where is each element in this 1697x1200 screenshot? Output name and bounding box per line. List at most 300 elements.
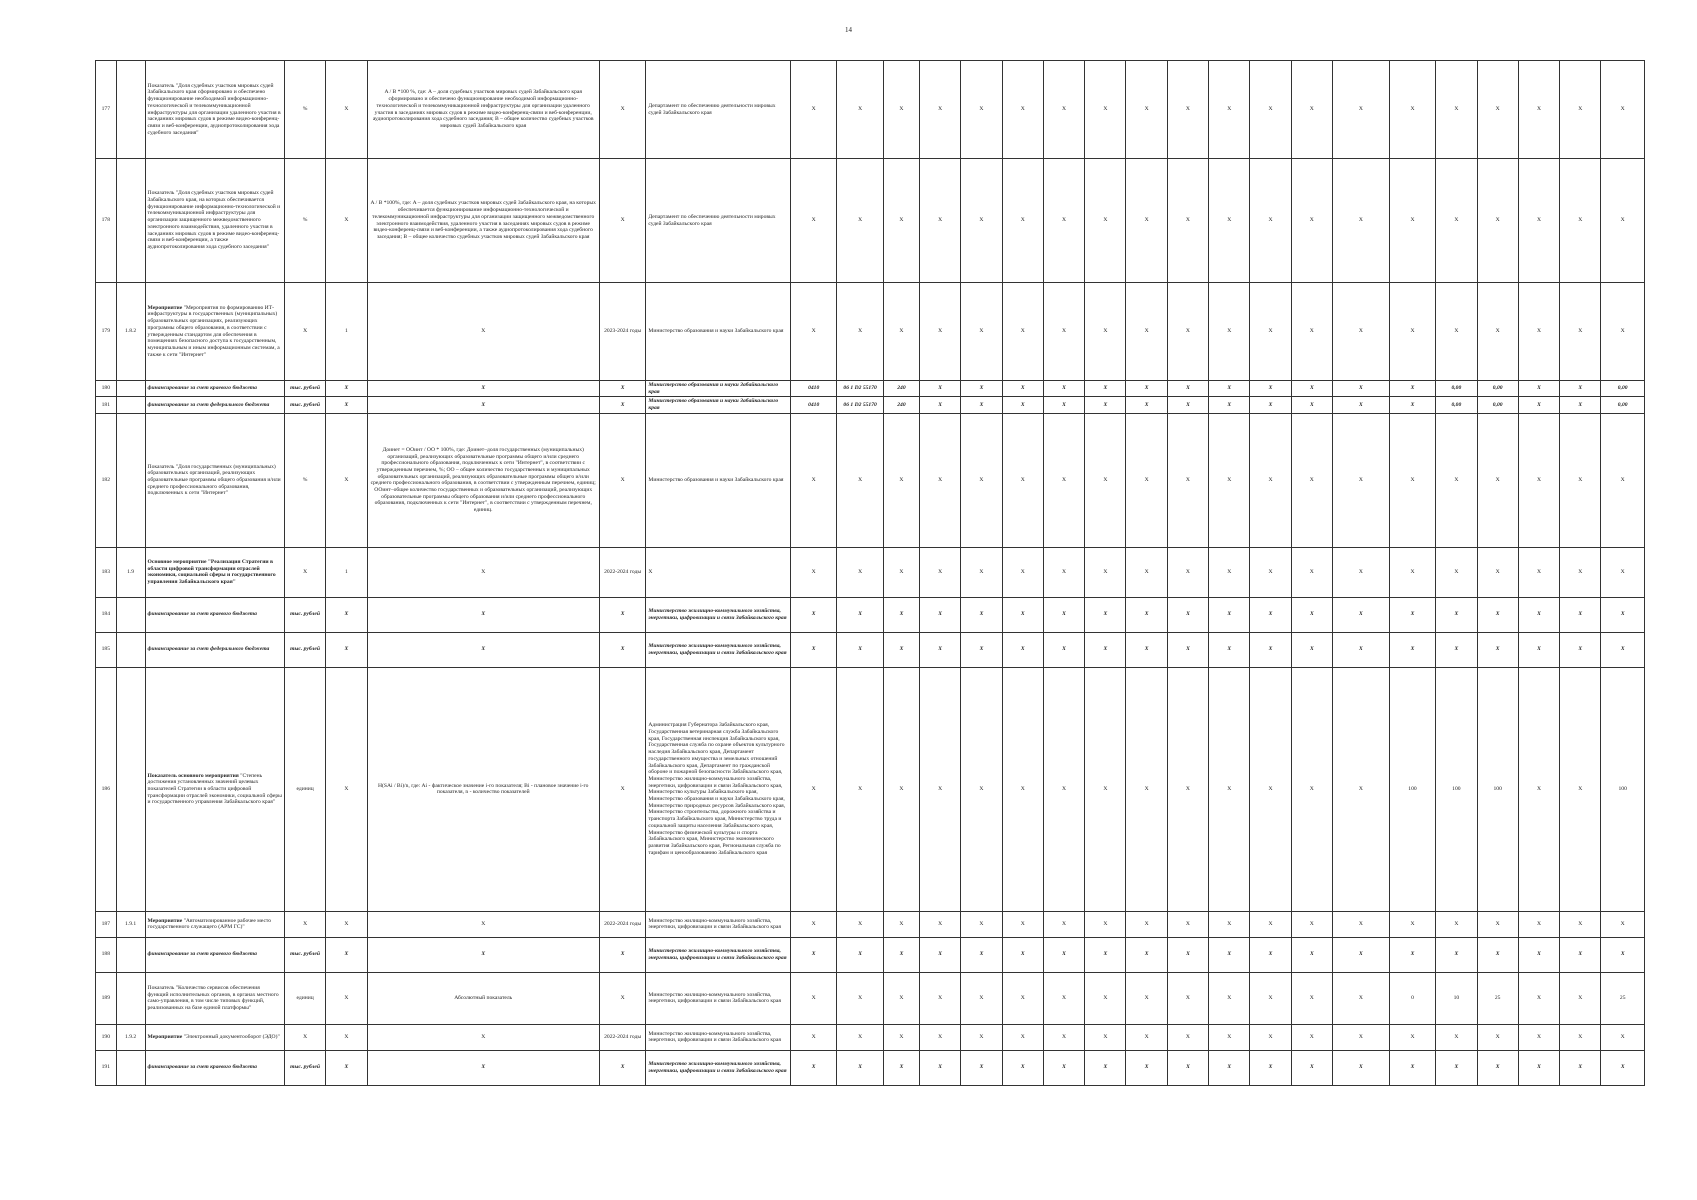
value-cell: X [1002, 547, 1043, 597]
table-row [96, 597, 1645, 632]
value-cell: 0410 [790, 397, 836, 413]
value-cell: X [1126, 413, 1167, 547]
value-cell: X [1518, 413, 1559, 547]
value-cell: X [1332, 159, 1389, 283]
item-code-cell: 1.9.1 [116, 911, 145, 937]
value-cell: X [1043, 159, 1084, 283]
value-cell: X [961, 972, 1002, 1024]
value-cell: X [1601, 1024, 1645, 1050]
unit-cell: тыс. рублей [284, 632, 325, 667]
formula-cell: Доинет = ООинт / ОО * 100%, где: Доинет–доля государственных (муниципальных) организаций, реализующих образовательные программы общего и/или среднего профессионального образования, подключенных к сети "Интернет", в соответствии с утвержденным перечнем, %; ОО – общее количество государственных и муниципальных образовательных организаций, реализующих образовательные программы общего и/или среднего профессионального образования, в соответствии с утвержденным перечнем, единиц; ООинт–общее количество государственных и образовательных организаций, реализующих образовательные программы общего образования и/или среднего профессионального образования, подключенных к сети "Интернет", в соответствии с утвержденным перечнем, единиц. [367, 413, 599, 547]
item-kind-label: Мероприятие [147, 917, 183, 924]
row-number-cell: 188 [96, 937, 117, 972]
table-row [96, 381, 1645, 397]
value-cell: X [1518, 397, 1559, 413]
description-cell [145, 597, 284, 632]
value-cell: X [1167, 547, 1208, 597]
value-cell: X [790, 413, 836, 547]
value-cell: X [1085, 547, 1126, 597]
value-cell: X [1002, 1050, 1043, 1085]
item-code-cell [116, 667, 145, 911]
value-cell: X [1560, 1050, 1601, 1085]
value-cell: 10 [1436, 972, 1477, 1024]
value-cell: X [1518, 381, 1559, 397]
value-cell: X [1043, 632, 1084, 667]
description-text: финансирование за счет федерального бюджета [147, 646, 270, 653]
description-text: Показатель "Доля судебных участков мировых судей Забайкальского края сформировано и обеспечено функционирование необходимой информационно-технологической и телекоммуникационной инфраструктуры для организации удаленного участия в заседаниях мировых судов в режиме видео-конференц-связи и веб-конференции, аудиопротоколирования хода судебного заседания" [147, 82, 281, 136]
value-cell: X [1560, 159, 1601, 283]
value-cell: X [1389, 61, 1435, 159]
value-cell: X [961, 1050, 1002, 1085]
value-cell: 100 [1436, 667, 1477, 911]
unit-cell: X [284, 283, 325, 381]
value-cell: X [1291, 937, 1332, 972]
value-cell: X [1250, 632, 1291, 667]
description-cell [145, 667, 284, 911]
value-cell: X [1518, 61, 1559, 159]
value-cell: X [1085, 597, 1126, 632]
row-number-cell: 177 [96, 61, 117, 159]
value-cell: X [1332, 911, 1389, 937]
value-cell: 0,00 [1436, 397, 1477, 413]
value-cell: X [1601, 911, 1645, 937]
description-text: финансирование за счет краевого бюджета [147, 385, 257, 392]
value-cell: X [1002, 972, 1043, 1024]
table-row [96, 61, 1645, 159]
unit-cell: тыс. рублей [284, 397, 325, 413]
value-cell: X [1167, 397, 1208, 413]
value-cell: X [1518, 911, 1559, 937]
base-value-cell: X [326, 597, 367, 632]
period-cell: X [599, 61, 645, 159]
value-cell: X [1477, 413, 1518, 547]
value-cell: 100 [1389, 667, 1435, 911]
item-kind-label: Показатель основного мероприятия [147, 772, 239, 779]
value-cell: X [883, 61, 919, 159]
value-cell: X [1002, 381, 1043, 397]
value-cell: X [1002, 159, 1043, 283]
period-cell: X [599, 1050, 645, 1085]
value-cell: X [1518, 972, 1559, 1024]
value-cell: X [1126, 283, 1167, 381]
value-cell: X [883, 1024, 919, 1050]
base-value-cell: X [326, 911, 367, 937]
value-cell: X [1209, 632, 1250, 667]
executor-cell: Министерство образования и науки Забайкальского края [646, 283, 791, 381]
value-cell: X [1291, 381, 1332, 397]
unit-cell: % [284, 413, 325, 547]
value-cell: X [1389, 632, 1435, 667]
value-cell: 100 [1477, 667, 1518, 911]
period-cell: X [599, 972, 645, 1024]
table-row [96, 911, 1645, 937]
value-cell: X [790, 632, 836, 667]
value-cell: X [1332, 597, 1389, 632]
value-cell: X [1043, 911, 1084, 937]
value-cell: X [1002, 413, 1043, 547]
value-cell: X [1043, 1050, 1084, 1085]
base-value-cell: X [326, 381, 367, 397]
description-text: финансирование за счет краевого бюджета [147, 611, 257, 618]
value-cell: X [1601, 597, 1645, 632]
value-cell: X [883, 667, 919, 911]
value-cell: X [1250, 937, 1291, 972]
period-cell: 2022-2024 годы [599, 1024, 645, 1050]
table-row [96, 547, 1645, 597]
value-cell: X [1389, 397, 1435, 413]
description-text: Основное мероприятие "Реализация Стратегии в области цифровой трансформации отраслей экономики, социальной сферы и государственного управления Забайкальского края" [147, 558, 276, 586]
value-cell: X [1167, 972, 1208, 1024]
value-cell: X [1002, 667, 1043, 911]
period-cell: 2023-2024 годы [599, 283, 645, 381]
value-cell: X [1167, 632, 1208, 667]
value-cell: X [1601, 61, 1645, 159]
value-cell: X [1332, 1024, 1389, 1050]
executor-cell: Министерство жилищно-коммунального хозяйства, энергетики, цифровизации и связи Забайкальского края [646, 937, 791, 972]
value-cell: X [837, 972, 883, 1024]
item-code-cell [116, 61, 145, 159]
value-cell: X [1518, 1050, 1559, 1085]
value-cell: X [1291, 413, 1332, 547]
formula-cell: X [367, 1024, 599, 1050]
value-cell: X [1250, 381, 1291, 397]
value-cell: X [883, 1050, 919, 1085]
value-cell: X [1209, 61, 1250, 159]
formula-cell: A / B *100%, где: A – доля судебных участков мировых судей Забайкальского края, на которых обеспечивается функционирование информационно-технологической и телекоммуникационной инфраструктуры для организации защищенного межведомственного электронного взаимодействия, удаленного участия в заседаниях мировых судов в режиме видео-конференц-связи и веб-конференции, а также аудиопротоколирования хода судебного заседания; B – общее количество судебных участков мировых судей Забайкальского края [367, 159, 599, 283]
value-cell: X [1043, 597, 1084, 632]
description-cell [145, 632, 284, 667]
value-cell: X [1477, 1050, 1518, 1085]
value-cell: X [920, 397, 961, 413]
value-cell: X [1332, 632, 1389, 667]
value-cell: X [1167, 61, 1208, 159]
value-cell: X [1085, 283, 1126, 381]
item-code-cell [116, 413, 145, 547]
value-cell: X [1167, 159, 1208, 283]
formula-cell: X [367, 632, 599, 667]
value-cell: X [961, 632, 1002, 667]
base-value-cell: X [326, 159, 367, 283]
table-row [96, 1050, 1645, 1085]
value-cell: X [1167, 937, 1208, 972]
value-cell: X [1291, 547, 1332, 597]
value-cell: 06 1 D2 55170 [837, 381, 883, 397]
value-cell: X [1167, 1024, 1208, 1050]
value-cell: X [1389, 283, 1435, 381]
value-cell: X [1518, 632, 1559, 667]
base-value-cell: 1 [326, 283, 367, 381]
value-cell: 0,00 [1436, 381, 1477, 397]
value-cell: X [1477, 283, 1518, 381]
value-cell: X [883, 972, 919, 1024]
value-cell: X [1436, 597, 1477, 632]
value-cell: X [883, 159, 919, 283]
table-row [96, 937, 1645, 972]
value-cell: X [1436, 547, 1477, 597]
value-cell: X [1209, 283, 1250, 381]
value-cell: X [837, 283, 883, 381]
item-code-cell [116, 972, 145, 1024]
value-cell: X [1518, 283, 1559, 381]
value-cell: X [837, 667, 883, 911]
unit-cell: тыс. рублей [284, 381, 325, 397]
value-cell: X [1560, 381, 1601, 397]
value-cell: X [1291, 632, 1332, 667]
value-cell: X [1332, 61, 1389, 159]
row-number-cell: 178 [96, 159, 117, 283]
value-cell: X [1209, 597, 1250, 632]
unit-cell: единиц [284, 667, 325, 911]
value-cell: X [1126, 937, 1167, 972]
value-cell: X [1436, 413, 1477, 547]
value-cell: X [1126, 397, 1167, 413]
formula-cell: Абсолютный показатель [367, 972, 599, 1024]
value-cell: X [1043, 413, 1084, 547]
value-cell: X [837, 61, 883, 159]
description-cell [145, 911, 284, 937]
row-number-cell: 191 [96, 1050, 117, 1085]
row-number-cell: 181 [96, 397, 117, 413]
executor-cell: Министерство образования и науки Забайкальского края [646, 397, 791, 413]
row-number-cell: 187 [96, 911, 117, 937]
value-cell: X [1126, 632, 1167, 667]
base-value-cell: 1 [326, 547, 367, 597]
executor-cell: Министерство образования и науки Забайкальского края [646, 381, 791, 397]
value-cell: X [1043, 397, 1084, 413]
unit-cell: % [284, 159, 325, 283]
value-cell: 100 [1601, 667, 1645, 911]
base-value-cell: X [326, 972, 367, 1024]
value-cell: 240 [883, 381, 919, 397]
value-cell: 0,00 [1601, 381, 1645, 397]
period-cell: X [599, 632, 645, 667]
value-cell: X [1436, 911, 1477, 937]
table-row [96, 632, 1645, 667]
value-cell: X [1209, 972, 1250, 1024]
value-cell: X [1250, 397, 1291, 413]
description-cell [145, 972, 284, 1024]
formula-cell: X [367, 597, 599, 632]
value-cell: X [1332, 972, 1389, 1024]
value-cell: X [1291, 283, 1332, 381]
item-code-cell [116, 597, 145, 632]
description-text: "Мероприятия по формированию ИТ-инфраструктуры в государственных (муниципальных) образовательных организациях, реализующих программы общего образования, в соответствии с утвержденным стандартом для обеспечения в помещениях безопасного доступа к государственным, муниципальным и иным информационным системам, а также к сети "Интернет" [147, 304, 280, 358]
value-cell: X [1085, 667, 1126, 911]
value-cell: X [1601, 283, 1645, 381]
value-cell: X [920, 547, 961, 597]
value-cell: X [790, 911, 836, 937]
value-cell: X [1209, 397, 1250, 413]
value-cell: X [1518, 159, 1559, 283]
unit-cell: тыс. рублей [284, 597, 325, 632]
value-cell: X [790, 159, 836, 283]
value-cell: X [837, 911, 883, 937]
description-cell [145, 547, 284, 597]
value-cell: X [1250, 1050, 1291, 1085]
value-cell: X [1477, 632, 1518, 667]
value-cell: X [1601, 547, 1645, 597]
value-cell: X [837, 632, 883, 667]
period-cell: X [599, 397, 645, 413]
value-cell: X [1126, 911, 1167, 937]
value-cell: X [961, 667, 1002, 911]
value-cell: X [1085, 1050, 1126, 1085]
table-body [96, 61, 1645, 1086]
value-cell: X [837, 547, 883, 597]
value-cell: X [790, 667, 836, 911]
value-cell: X [790, 597, 836, 632]
value-cell: X [1002, 61, 1043, 159]
description-text: Показатель "Доля государственных (муниципальных) образовательных организаций, реализующих образовательные программы общего образования и/или среднего профессионального образования, подключенных к сети "Интернет" [147, 463, 281, 497]
value-cell: X [1209, 381, 1250, 397]
value-cell: X [1250, 159, 1291, 283]
value-cell: X [1167, 413, 1208, 547]
value-cell: X [1043, 667, 1084, 911]
value-cell: X [1560, 397, 1601, 413]
value-cell: X [1389, 381, 1435, 397]
value-cell: X [1250, 413, 1291, 547]
value-cell: X [1601, 632, 1645, 667]
value-cell: X [1250, 667, 1291, 911]
value-cell: X [961, 159, 1002, 283]
period-cell: X [599, 937, 645, 972]
value-cell: X [1601, 937, 1645, 972]
row-number-cell: 185 [96, 632, 117, 667]
value-cell: X [1209, 937, 1250, 972]
description-text: Показатель "Количество сервисов обеспечения функций исполнительных органов, в органах местного само-управления, в том числе типовых функций, реализованных на базе единой платформы" [147, 984, 279, 1012]
value-cell: X [1518, 1024, 1559, 1050]
value-cell: 240 [883, 397, 919, 413]
value-cell: 0410 [790, 381, 836, 397]
value-cell: X [1085, 972, 1126, 1024]
value-cell: X [1291, 911, 1332, 937]
value-cell: X [920, 283, 961, 381]
formula-cell: X [367, 397, 599, 413]
value-cell: X [1043, 381, 1084, 397]
value-cell: X [790, 61, 836, 159]
description-text: "Электронный документооборот (ЭДО)" [182, 1033, 280, 1040]
unit-cell: X [284, 1024, 325, 1050]
base-value-cell: X [326, 61, 367, 159]
value-cell: X [1167, 667, 1208, 911]
value-cell: X [1209, 911, 1250, 937]
value-cell: X [837, 413, 883, 547]
value-cell: X [1332, 381, 1389, 397]
executor-cell: Министерство жилищно-коммунального хозяйства, энергетики, цифровизации и связи Забайкальского края [646, 632, 791, 667]
value-cell: X [1389, 413, 1435, 547]
value-cell: X [1209, 1024, 1250, 1050]
value-cell: X [961, 547, 1002, 597]
value-cell: X [1085, 413, 1126, 547]
executor-cell: Министерство образования и науки Забайкальского края [646, 413, 791, 547]
value-cell: X [1389, 911, 1435, 937]
value-cell: X [1002, 597, 1043, 632]
value-cell: X [1043, 547, 1084, 597]
base-value-cell: X [326, 413, 367, 547]
value-cell: X [1291, 159, 1332, 283]
value-cell: X [1250, 972, 1291, 1024]
value-cell: X [1291, 972, 1332, 1024]
unit-cell: единиц [284, 972, 325, 1024]
value-cell: X [1601, 413, 1645, 547]
executor-cell: Министерство жилищно-коммунального хозяйства, энергетики, цифровизации и связи Забайкальского края [646, 1024, 791, 1050]
value-cell: X [1332, 1050, 1389, 1085]
formula-cell: X [367, 1050, 599, 1085]
value-cell: X [1332, 547, 1389, 597]
description-text: финансирование за счет краевого бюджета [147, 951, 257, 958]
item-code-cell: 1.9.2 [116, 1024, 145, 1050]
value-cell: X [961, 413, 1002, 547]
base-value-cell: X [326, 632, 367, 667]
value-cell: X [883, 597, 919, 632]
formula-cell: X [367, 381, 599, 397]
value-cell: X [1209, 1050, 1250, 1085]
value-cell: X [790, 1024, 836, 1050]
value-cell: X [1560, 597, 1601, 632]
value-cell: X [1436, 159, 1477, 283]
row-number-cell: 180 [96, 381, 117, 397]
value-cell: X [1389, 597, 1435, 632]
formula-cell: X [367, 283, 599, 381]
period-cell: X [599, 159, 645, 283]
table-row [96, 413, 1645, 547]
value-cell: X [1477, 1024, 1518, 1050]
value-cell: X [1332, 413, 1389, 547]
row-number-cell: 179 [96, 283, 117, 381]
value-cell: X [1560, 413, 1601, 547]
value-cell: X [1436, 283, 1477, 381]
value-cell: X [1560, 911, 1601, 937]
value-cell: X [1043, 283, 1084, 381]
value-cell: X [961, 381, 1002, 397]
description-text: Показатель "Доля судебных участков мировых судей Забайкальского края, на которых обеспечивается функционирование информационно-технологической и телекоммуникационной инфраструктуры для организации защищенного межведомственного электронного взаимодействия, удаленного участия в заседаниях мировых судов в режиме видео-конференц-связи и веб-конференции, а также аудиопротоколирования хода судебного заседания" [147, 190, 281, 250]
description-cell [145, 413, 284, 547]
period-cell: 2022-2024 годы [599, 911, 645, 937]
value-cell: X [790, 972, 836, 1024]
value-cell: X [1291, 667, 1332, 911]
value-cell: X [920, 381, 961, 397]
value-cell: X [883, 413, 919, 547]
item-code-cell [116, 397, 145, 413]
table-row [96, 397, 1645, 413]
page-number: 14 [845, 26, 852, 34]
value-cell: X [1518, 937, 1559, 972]
formula-cell: A / B *100 %, где: A – доля судебных участков мировых судей Забайкальского края сформировано и обеспечено функционирование необходимой информационно-технологической и телекоммуникационной инфраструктуры для организации удаленного участия в заседаниях мировых судов в режиме видео-конференц-связи и веб-конференции, аудиопротоколирования хода судебного заседания; B – общее количество судебных участков мировых судей Забайкальского края [367, 61, 599, 159]
value-cell: X [1477, 597, 1518, 632]
value-cell: X [961, 397, 1002, 413]
value-cell: X [1291, 1050, 1332, 1085]
value-cell: X [883, 547, 919, 597]
formula-cell: X [367, 547, 599, 597]
value-cell: X [920, 1024, 961, 1050]
description-cell [145, 1024, 284, 1050]
value-cell: X [837, 937, 883, 972]
value-cell: X [1209, 547, 1250, 597]
value-cell: X [1002, 937, 1043, 972]
value-cell: X [1601, 1050, 1645, 1085]
value-cell: X [1085, 632, 1126, 667]
description-cell [145, 397, 284, 413]
row-number-cell: 190 [96, 1024, 117, 1050]
value-cell: X [920, 413, 961, 547]
value-cell: X [1250, 283, 1291, 381]
value-cell: X [1560, 972, 1601, 1024]
period-cell: X [599, 597, 645, 632]
value-cell: X [1436, 1050, 1477, 1085]
row-number-cell: 186 [96, 667, 117, 911]
value-cell: X [1291, 397, 1332, 413]
value-cell: 06 1 D2 55170 [837, 397, 883, 413]
